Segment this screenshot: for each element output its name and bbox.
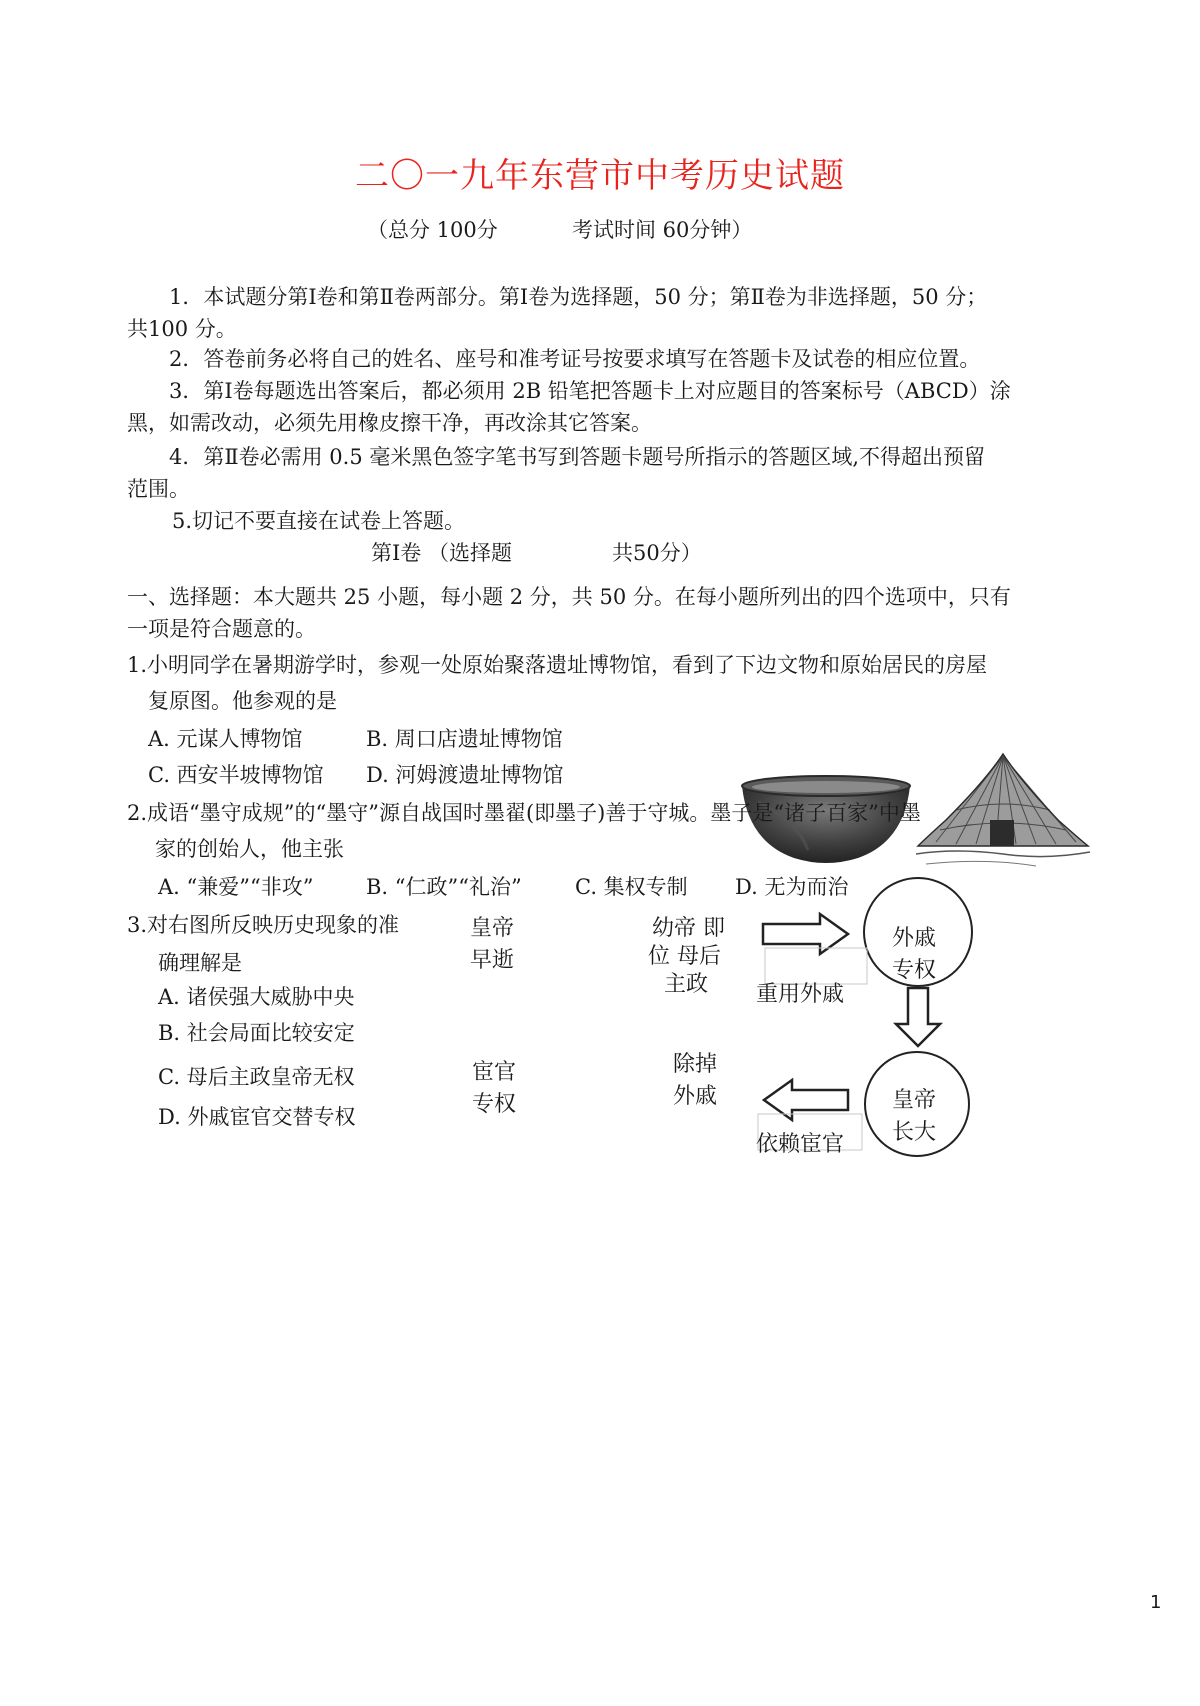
instruction-4: 4．第Ⅱ卷必需用 0.5 毫米黑色签字笔书写到答题卡题号所指示的答题区域,不得超出预留 [169,445,986,469]
left-arrow-icon [764,1080,848,1120]
node-young-emperor-2: 位 母后 [648,944,721,969]
node-emperor-grows-2: 长大 [892,1120,937,1145]
node-eunuchs-power-1: 宦官 [472,1060,517,1085]
q2-stem-1: 2.成语“墨守成规”的“墨守”源自战国时墨翟(即墨子)善于守城。墨子是“诸子百家”中墨 [127,801,921,825]
instruction-2: 2．答卷前务必将自己的姓名、座号和准考证号按要求填写在答题卡及试卷的相应位置。 [169,347,981,371]
node-emperor-grows-1: 皇帝 [892,1088,937,1113]
exam-title: 二〇一九年东营市中考历史试题 [355,156,845,196]
instruction-1-cont: 共100 分。 [127,317,237,341]
instruction-3: 3．第Ⅰ卷每题选出答案后，都必须用 2B 铅笔把答题卡上对应题目的答案标号（ABCD）涂 [169,379,1011,403]
section-intro-1: 一、选择题：本大题共 25 小题，每小题 2 分，共 50 分。在每小题所列出的四个选项中，只有 [127,585,1011,609]
total-score: （总分 100分 [367,218,498,242]
q3-option-a: A. 诸侯强大威胁中央 [158,985,355,1009]
thatched-hut-image [916,750,1090,872]
q3-option-d: D. 外戚宦官交替专权 [158,1105,356,1129]
part1-heading-left: 第Ⅰ卷 （选择题 [371,541,512,565]
instruction-4-cont: 范围。 [127,477,190,501]
q1-option-d: D. 河姆渡遗址博物馆 [366,763,564,787]
page-number: 1 [1150,1592,1162,1613]
node-emperor-dies-1: 皇帝 [470,916,515,941]
q2-option-b: B. “仁政”“礼治” [366,875,522,899]
node-young-emperor-1: 幼帝 即 [652,916,725,941]
q3-stem-1: 3.对右图所反映历史现象的准 [127,913,400,937]
part1-heading-right: 共50分） [612,541,702,565]
node-relatives-power-1: 外戚 [892,926,937,951]
instruction-3-cont: 黑，如需改动，必须先用橡皮擦干净，再改涂其它答案。 [127,411,652,435]
node-young-emperor-3: 主政 [664,972,709,997]
q3-stem-2: 确理解是 [158,951,242,975]
q3-option-b: B. 社会局面比较安定 [158,1021,355,1045]
node-emperor-dies-2: 早逝 [470,948,515,973]
node-rely-eunuchs: 依赖宦官 [756,1132,845,1157]
q2-stem-2: 家的创始人，他主张 [155,837,344,861]
down-arrow-icon [896,988,940,1046]
node-reuse-relatives: 重用外戚 [756,982,845,1007]
label-box-reuse [765,948,867,984]
q2-option-c: C. 集权专制 [575,875,688,899]
q2-option-a: A. “兼爱”“非攻” [158,875,314,899]
q1-option-b: B. 周口店遗址博物馆 [366,727,563,751]
q2-option-d: D. 无为而治 [735,875,849,899]
section-intro-2: 一项是符合题意的。 [127,617,316,641]
q3-option-c: C. 母后主政皇帝无权 [158,1065,355,1089]
q1-stem-1: 1.小明同学在暑期游学时，参观一处原始聚落遗址博物馆，看到了下边文物和原始居民的房屋 [127,653,988,677]
node-relatives-power-2: 专权 [892,958,937,983]
right-arrow-icon [763,914,848,954]
node-eunuchs-power-2: 专权 [472,1092,517,1117]
q1-stem-2: 复原图。他参观的是 [148,689,337,713]
instruction-1: 1．本试题分第Ⅰ卷和第Ⅱ卷两部分。第Ⅰ卷为选择题，50 分；第Ⅱ卷为非选择题，50 分； [169,285,988,309]
node-remove-relatives-1: 除掉 [673,1052,718,1077]
instruction-5: 5.切记不要直接在试卷上答题。 [172,509,466,533]
exam-time: 考试时间 60分钟） [572,218,753,242]
node-remove-relatives-2: 外戚 [673,1084,718,1109]
q1-option-a: A. 元谋人博物馆 [148,727,303,751]
q1-option-c: C. 西安半坡博物馆 [148,763,324,787]
